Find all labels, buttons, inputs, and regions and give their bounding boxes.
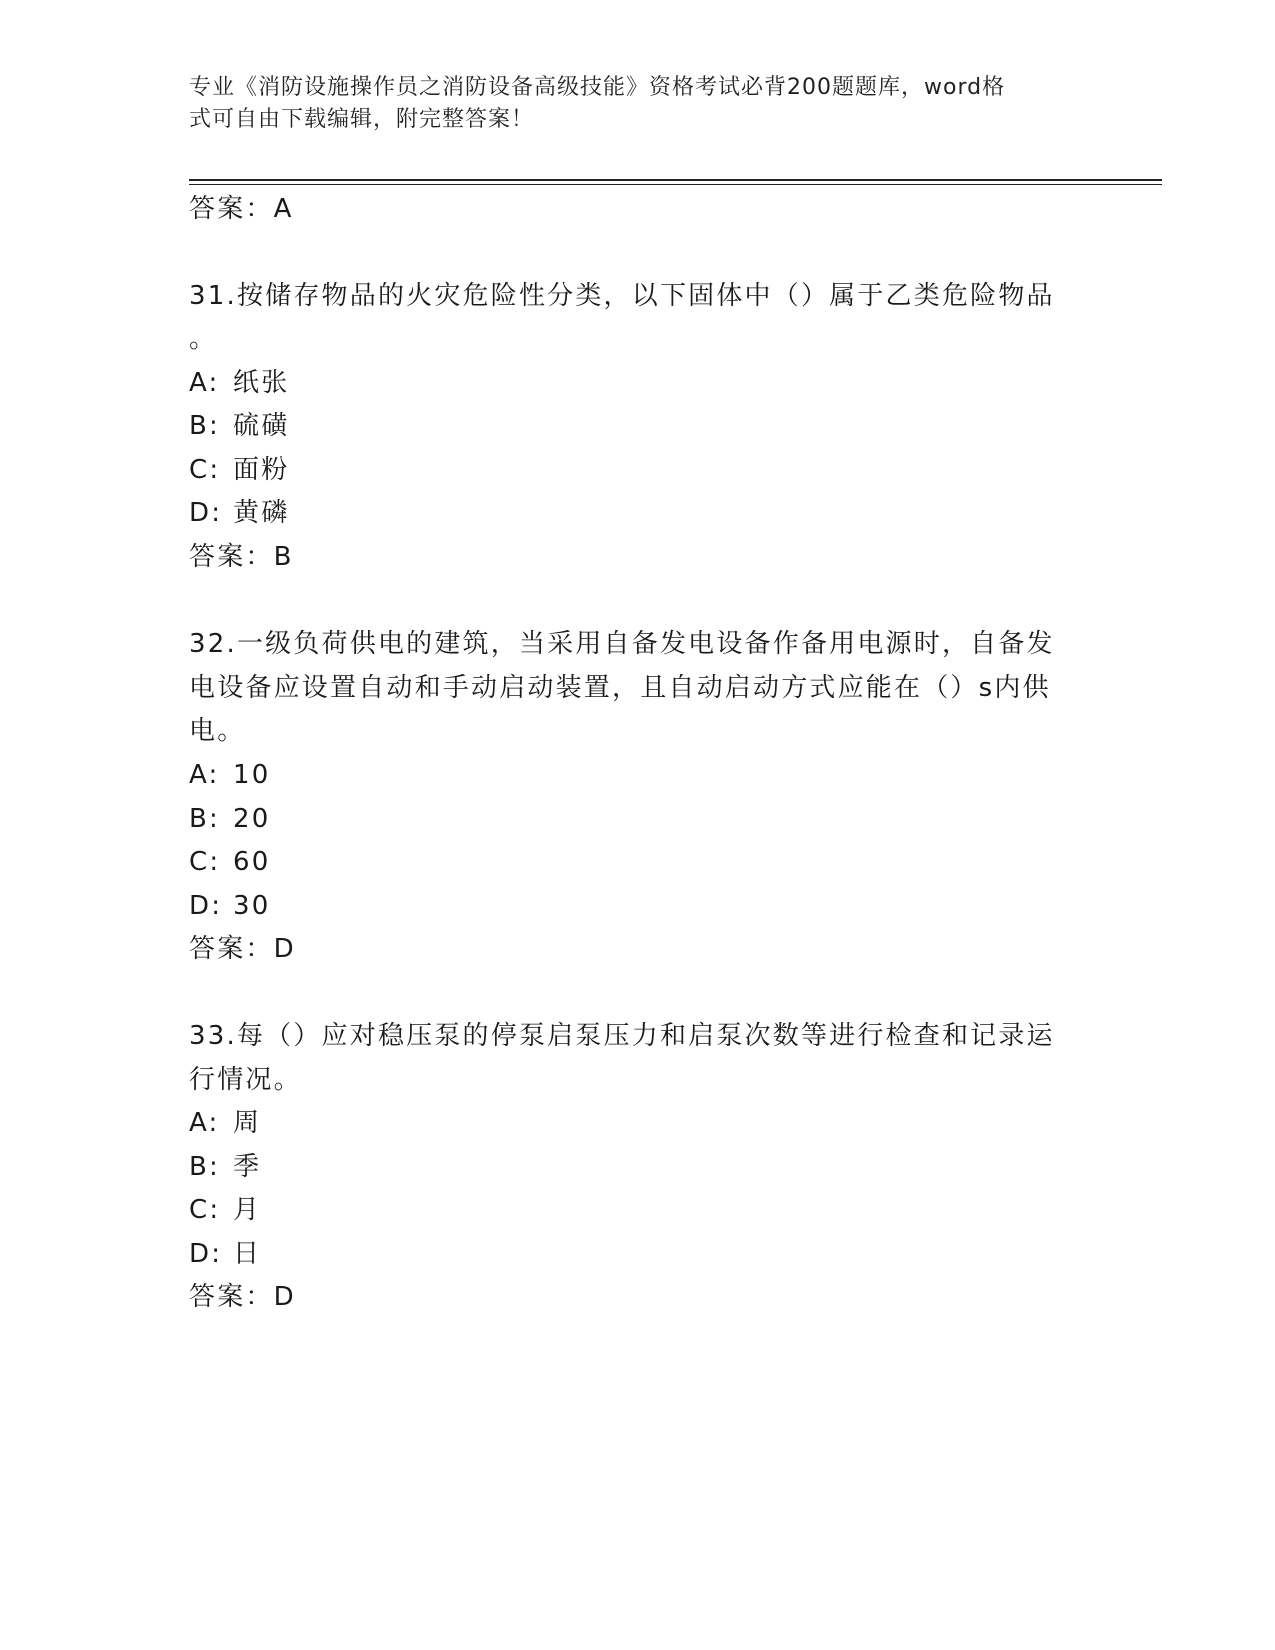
option-label: D: xyxy=(189,1239,223,1269)
option-a xyxy=(189,760,270,790)
question-stem-line: 33.每（）应对稳压泵的停泵启泵压力和启泵次数等进行检查和记录运 xyxy=(189,1021,1055,1051)
option-label: B: xyxy=(189,804,220,834)
option-text: 周 xyxy=(233,1108,262,1138)
option-label: A: xyxy=(189,1108,220,1138)
option-label: C: xyxy=(189,847,221,877)
header-divider-thin xyxy=(189,184,1162,185)
header-line-2: 式可自由下载编辑，附完整答案！ xyxy=(189,107,535,132)
option-b xyxy=(189,804,270,834)
option-label: A: xyxy=(189,368,220,398)
option-text: 黄磷 xyxy=(233,498,290,528)
question-answer: 答案：D xyxy=(189,1282,296,1312)
option-a xyxy=(189,1108,261,1138)
option-label: C: xyxy=(189,455,221,485)
option-text: 30 xyxy=(233,891,271,921)
option-b xyxy=(189,1152,261,1182)
option-d xyxy=(189,498,289,528)
question-stem-line: 行情况。 xyxy=(189,1065,302,1095)
option-c xyxy=(189,455,289,485)
header-line-1: 专业《消防设施操作员之消防设备高级技能》资格考试必背200题题库，word格 xyxy=(189,75,1006,100)
option-d xyxy=(189,1239,261,1269)
option-label: D: xyxy=(189,891,223,921)
option-d xyxy=(189,891,270,921)
question-answer: 答案：D xyxy=(189,934,296,964)
question-stem-line: 31.按储存物品的火灾危险性分类，以下固体中（）属于乙类危险物品 xyxy=(189,281,1055,311)
option-text: 月 xyxy=(233,1195,262,1225)
question-stem-line: 电。 xyxy=(189,716,246,746)
option-text: 60 xyxy=(233,847,271,877)
question-stem-line: 。 xyxy=(189,324,218,354)
header-divider xyxy=(189,179,1162,181)
question-stem-line: 电设备应设置自动和手动启动装置，且自动启动方式应能在（）s内供 xyxy=(189,673,1051,703)
option-c xyxy=(189,1195,261,1225)
document-header xyxy=(189,72,1069,136)
question-answer: 答案：B xyxy=(189,542,294,572)
option-text: 面粉 xyxy=(233,455,290,485)
option-text: 日 xyxy=(233,1239,262,1269)
previous-answer: 答案：A xyxy=(189,194,294,224)
question-stem-line: 32.一级负荷供电的建筑，当采用自备发电设备作备用电源时，自备发 xyxy=(189,629,1055,659)
option-label: B: xyxy=(189,1152,220,1182)
option-label: D: xyxy=(189,498,223,528)
option-text: 硫磺 xyxy=(233,411,290,441)
option-label: C: xyxy=(189,1195,221,1225)
option-label: A: xyxy=(189,760,220,790)
option-text: 纸张 xyxy=(233,368,290,398)
option-text: 季 xyxy=(233,1152,262,1182)
option-a xyxy=(189,368,289,398)
option-text: 10 xyxy=(233,760,271,790)
option-text: 20 xyxy=(233,804,271,834)
option-c xyxy=(189,847,270,877)
option-label: B: xyxy=(189,411,220,441)
option-b xyxy=(189,411,289,441)
